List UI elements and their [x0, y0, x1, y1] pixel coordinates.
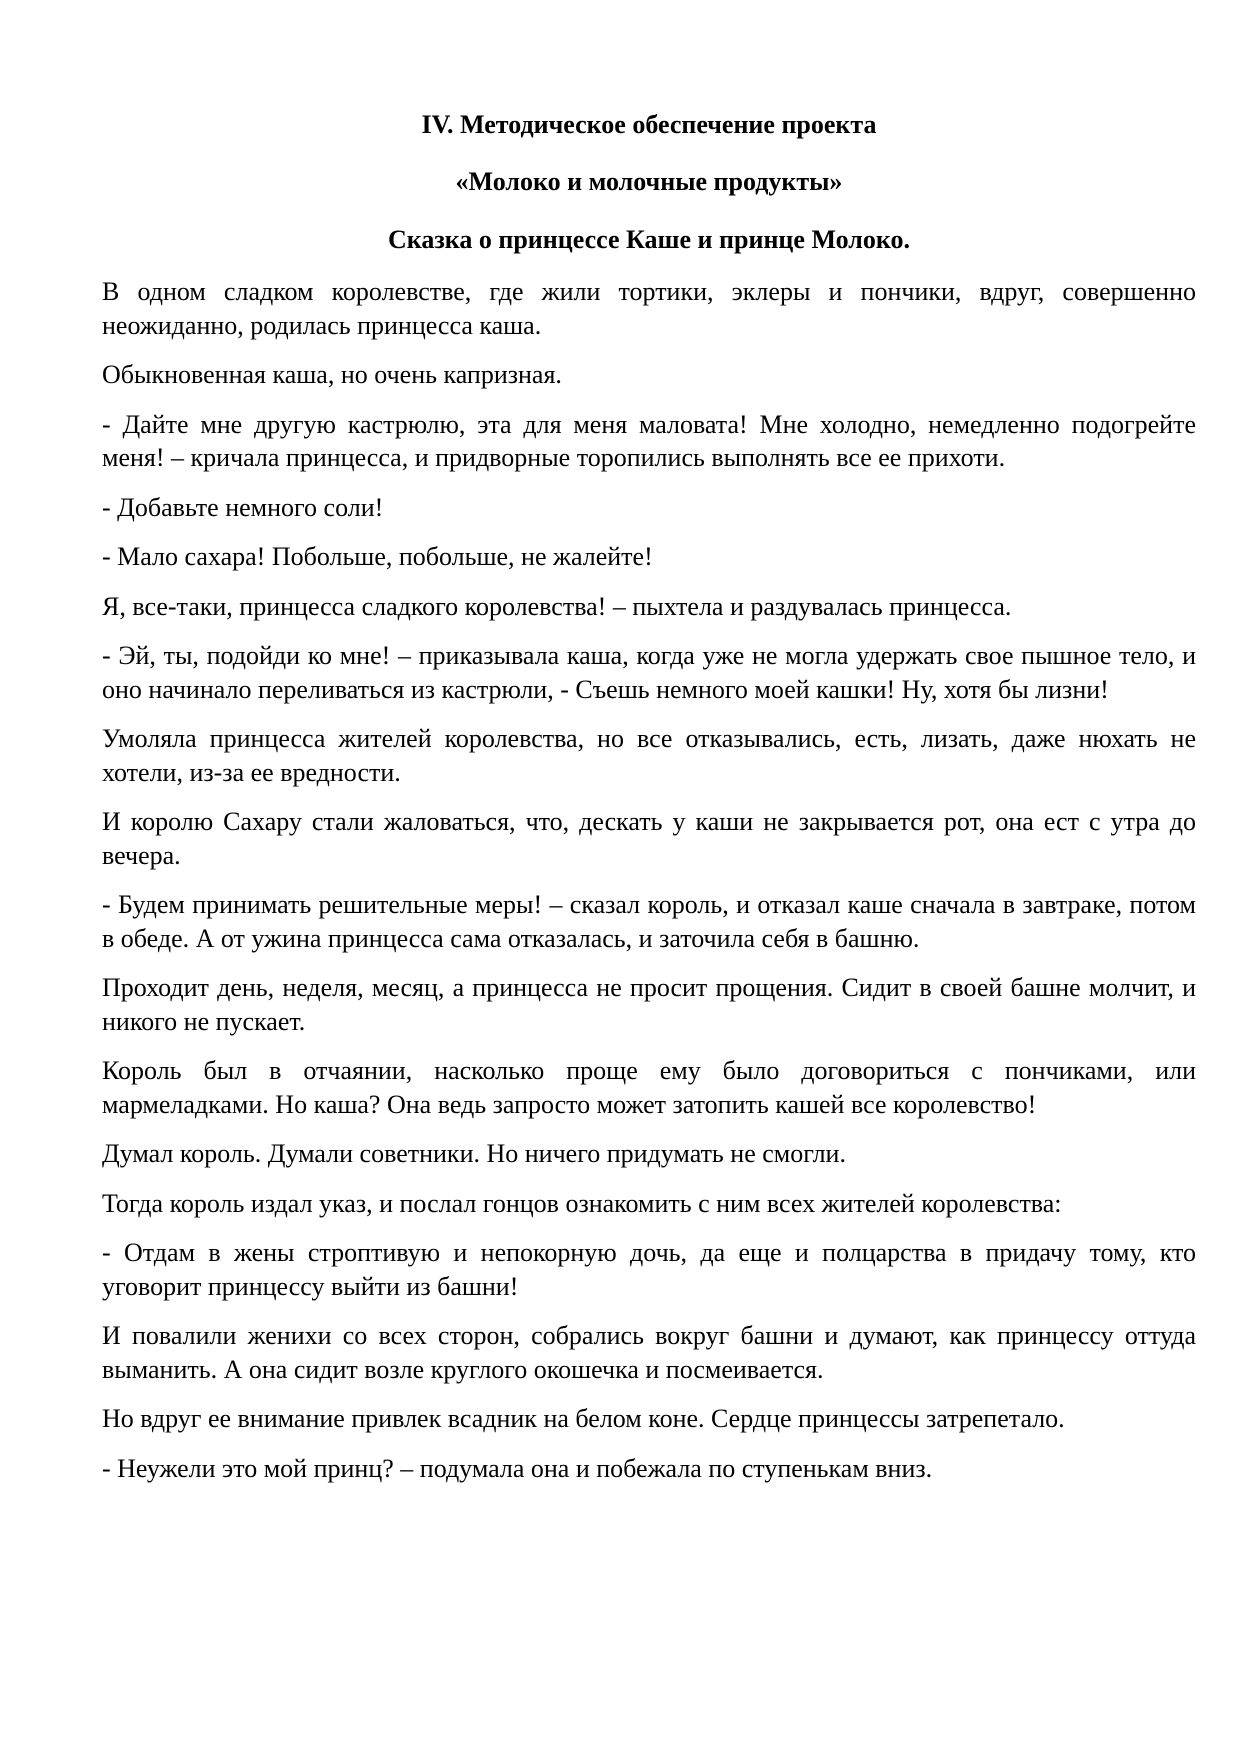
paragraph: - Неужели это мой принц? – подумала она и побежала по ступенькам вниз.	[102, 1453, 933, 1483]
paragraph: И королю Сахару стали жаловаться, что, дескать у каши не закрывается рот, она ест с утра до вечера.	[102, 807, 1196, 870]
story-title: Сказка о принцессе Каше и принце Молоко.	[387, 225, 911, 254]
paragraph: - Дайте мне другую кастрюлю, эта для меня маловата! Мне холодно, немедленно подогрейте меня! – кричала принцесса, и придворные торопились выполнять все ее прихоти.	[102, 409, 1196, 472]
paragraph: - Отдам в жены строптивую и непокорную дочь, да еще и полцарства в придачу тому, кто уговорит принцессу выйти из башни!	[102, 1238, 1196, 1301]
paragraph: Но вдруг ее внимание привлек всадник на белом коне. Сердце принцессы затрепетало.	[102, 1404, 1065, 1433]
document-page	[102, 108, 1196, 1501]
paragraph: Обыкновенная каша, но очень капризная.	[102, 360, 562, 389]
paragraph: И повалили женихи со всех сторон, собрались вокруг башни и думают, как принцессу оттуда выманить. А она сидит возле круглого окошечка и посмеивается.	[102, 1321, 1196, 1384]
paragraph: Я, все-таки, принцесса сладкого королевства! – пыхтела и раздувалась принцесса.	[102, 591, 1012, 621]
paragraph: - Эй, ты, подойди ко мне! – приказывала каша, когда уже не могла удержать свое пышное тело, и оно начинало переливаться из кастрюли, - Съешь немного моей кашки! Ну, хотя бы лизни!	[102, 641, 1196, 704]
paragraph: - Будем принимать решительные меры! – сказал король, и отказал каше сначала в завтраке, потом в обеде. А от ужина принцесса сама отказалась, и заточила себя в башню.	[102, 890, 1196, 953]
paragraph: Умоляла принцесса жителей королевства, но все отказывались, есть, лизать, даже нюхать не хотели, из-за ее вредности.	[102, 724, 1196, 787]
paragraph: Король был в отчаянии, насколько проще ему было договориться с пончиками, или мармеладками. Но каша? Она ведь запросто может затопить кашей все королевство!	[102, 1056, 1196, 1119]
paragraph: - Добавьте немного соли!	[102, 492, 384, 522]
paragraph: В одном сладком королевстве, где жили тортики, эклеры и пончики, вдруг, совершенно неожиданно, родилась принцесса каша.	[102, 277, 1196, 340]
project-title: «Молоко и молочные продукты»	[455, 167, 843, 196]
paragraph: - Мало сахара! Побольше, побольше, не жалейте!	[102, 542, 653, 571]
paragraph: Думал король. Думали советники. Но ничего придумать не смогли.	[102, 1139, 846, 1168]
section-title: IV. Методическое обеспечение проекта	[421, 110, 877, 139]
paragraph: Проходит день, неделя, месяц, а принцесса не просит прощения. Сидит в своей башне молчит, и никого не пускает.	[102, 973, 1196, 1036]
paragraph: Тогда король издал указ, и послал гонцов ознакомить с ним всех жителей королевства:	[102, 1188, 1062, 1218]
